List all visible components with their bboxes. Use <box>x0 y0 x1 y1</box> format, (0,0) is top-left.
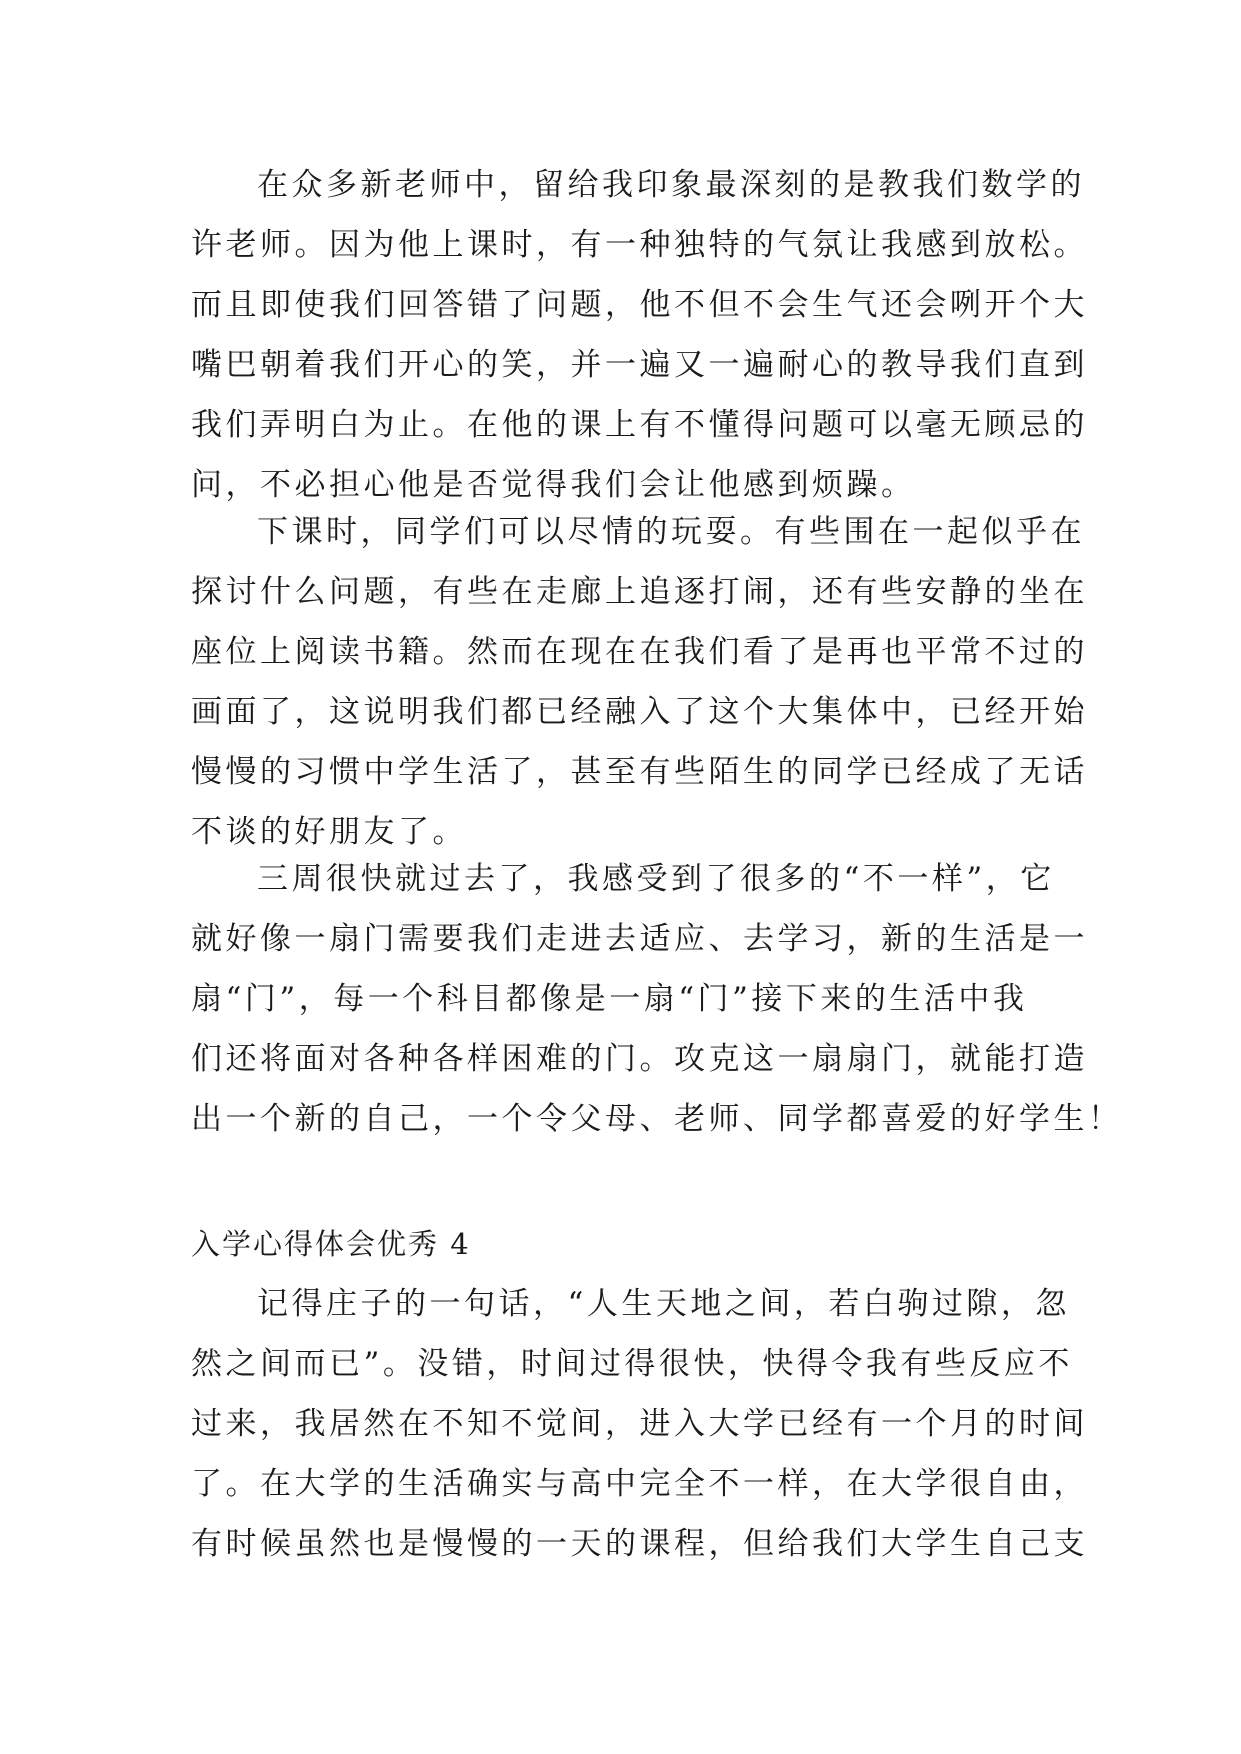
paragraph-line: 就好像一扇门需要我们走进去适应、去学习，新的生活是一 <box>191 921 1088 957</box>
paragraph-line: 三周很快就过去了，我感受到了很多的“不一样”，它 <box>257 861 1055 897</box>
paragraph-line: 们还将面对各种各样困难的门。攻克这一扇扇门，就能打造 <box>191 1041 1088 1077</box>
paragraph-line: 许老师。因为他上课时，有一种独特的气氛让我感到放松。 <box>191 227 1088 263</box>
paragraph-three-weeks <box>191 849 1123 1149</box>
paragraph-line: 座位上阅读书籍。然而在现在在我们看了是再也平常不过的 <box>191 634 1088 670</box>
paragraph-line: 慢慢的习惯中学生活了，甚至有些陌生的同学已经成了无话 <box>191 754 1088 790</box>
paragraph-line: 画面了，这说明我们都已经融入了这个大集体中，已经开始 <box>191 694 1088 730</box>
paragraph-line: 嘴巴朝着我们开心的笑，并一遍又一遍耐心的教导我们直到 <box>191 347 1088 383</box>
paragraph-line: 了。在大学的生活确实与高中完全不一样，在大学很自由， <box>191 1466 1088 1502</box>
paragraph-line: 出一个新的自己，一个令父母、老师、同学都喜爱的好学生！ <box>191 1101 1123 1137</box>
paragraph-math-teacher <box>191 155 1088 515</box>
paragraph-line: 而且即使我们回答错了问题，他不但不会生气还会咧开个大 <box>191 287 1088 323</box>
paragraph-line: 问，不必担心他是否觉得我们会让他感到烦躁。 <box>191 467 916 503</box>
section-heading: 入学心得体会优秀 4 <box>191 1227 471 1261</box>
paragraph-line: 探讨什么问题，有些在走廊上追逐打闹，还有些安静的坐在 <box>191 574 1088 610</box>
paragraph-line: 我们弄明白为止。在他的课上有不懂得问题可以毫无顾忌的 <box>191 407 1088 443</box>
paragraph-line: 不谈的好朋友了。 <box>191 814 467 850</box>
paragraph-zhuangzi-quote <box>191 1274 1088 1574</box>
section-heading-block <box>191 1214 1066 1274</box>
paragraph-line: 在众多新老师中，留给我印象最深刻的是教我们数学的 <box>257 167 1085 203</box>
paragraph-line: 下课时，同学们可以尽情的玩耍。有些围在一起似乎在 <box>257 514 1085 550</box>
paragraph-line: 有时候虽然也是慢慢的一天的课程，但给我们大学生自己支 <box>191 1526 1088 1562</box>
paragraph-break-time <box>191 502 1088 862</box>
paragraph-line: 记得庄子的一句话，“人生天地之间，若白驹过隙，忽 <box>257 1286 1070 1322</box>
paragraph-line: 过来，我居然在不知不觉间，进入大学已经有一个月的时间 <box>191 1406 1088 1442</box>
paragraph-line: 扇“门”，每一个科目都像是一扇“门”接下来的生活中我 <box>191 981 1028 1017</box>
paragraph-line: 然之间而已”。没错，时间过得很快，快得令我有些反应不 <box>191 1346 1073 1382</box>
